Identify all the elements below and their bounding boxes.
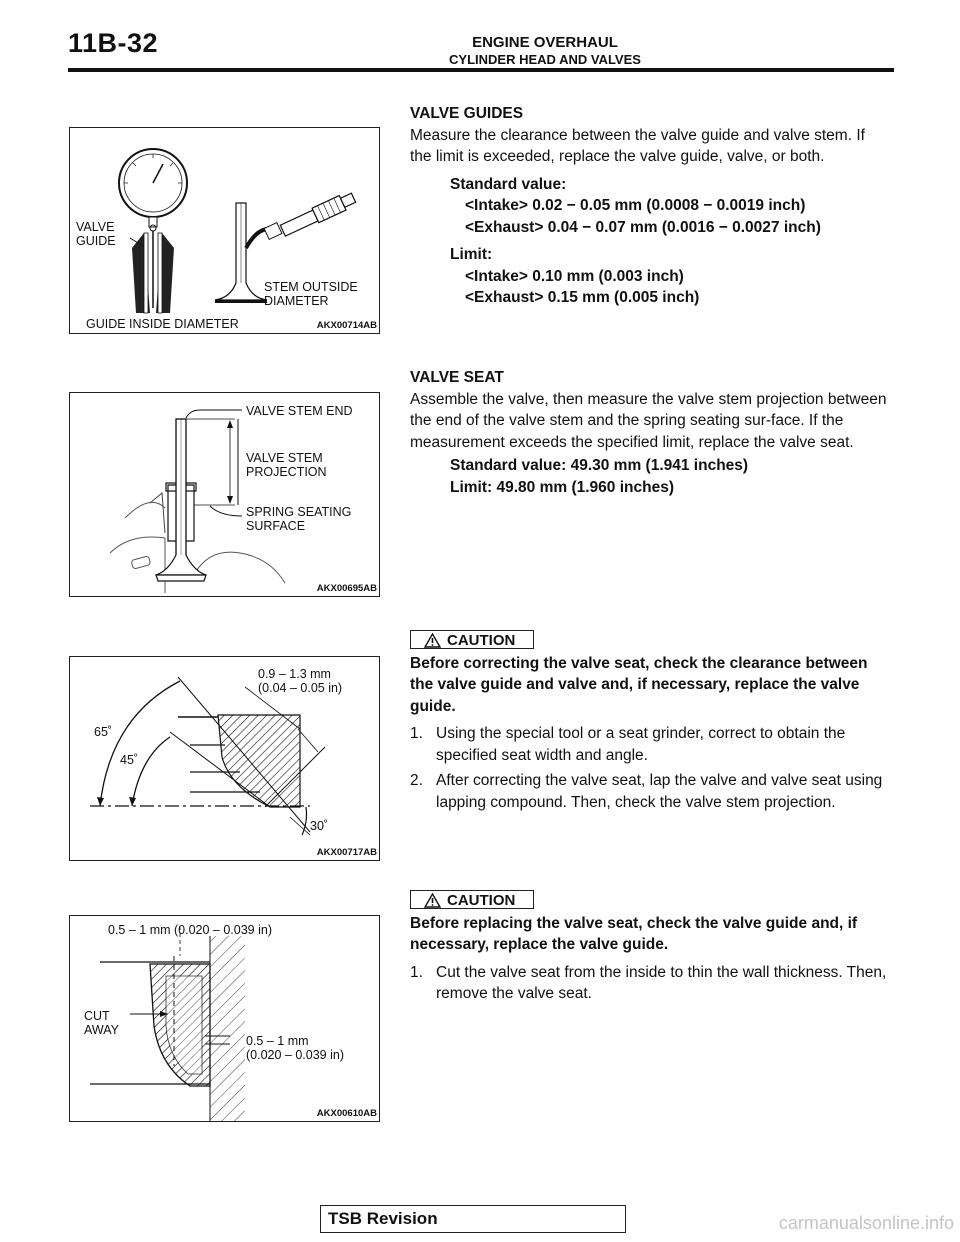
subsection-title: CYLINDER HEAD AND VALVES — [449, 52, 641, 67]
label-angle-65: 65˚ — [94, 725, 113, 739]
standard-exhaust: <Exhaust> 0.04 − 0.07 mm (0.0016 − 0.0027 inch) — [465, 218, 821, 236]
section-valve-guides — [410, 103, 890, 309]
section-title: ENGINE OVERHAUL — [472, 34, 618, 51]
figure-valve-seat-angles — [69, 656, 380, 861]
step-number: 1. — [410, 725, 423, 742]
figure-valve-stem-projection — [69, 392, 380, 597]
valve-guides-body: Measure the clearance between the valve guide and valve stem. If the limit is exceeded, replace the valve guide, valve, or both. — [410, 126, 865, 165]
caution-label: CAUTION — [447, 632, 516, 649]
label-valve-guide: VALVE GUIDE — [76, 220, 116, 248]
label-side-dimension: 0.5 – 1 mm (0.020 – 0.039 in) — [246, 1034, 344, 1062]
limit-exhaust: <Exhaust> 0.15 mm (0.005 inch) — [465, 289, 700, 306]
valve-seat-limit: Limit: 49.80 mm (1.960 inches) — [450, 478, 674, 496]
header-rule — [68, 68, 894, 72]
watermark: carmanualsonline.info — [778, 1213, 954, 1233]
figure-id: AKX00714AB — [316, 320, 377, 331]
valve-seat-standard: Standard value: 49.30 mm (1.941 inches) — [450, 457, 749, 474]
label-top-dimension: 0.5 – 1 mm (0.020 – 0.039 in) — [108, 923, 272, 937]
warning-icon — [424, 633, 441, 648]
label-cut-away: CUT AWAY — [84, 1009, 119, 1037]
figure-valve-guide — [69, 127, 380, 334]
standard-value-label: Standard value: — [450, 175, 567, 193]
caution-badge — [410, 630, 534, 649]
label-seat-width: 0.9 – 1.3 mm (0.04 – 0.05 in) — [258, 667, 343, 695]
label-spring-seating-surface: SPRING SEATING SURFACE — [246, 505, 352, 533]
label-angle-30: 30˚ — [310, 819, 329, 833]
step-text: Using the special tool or a seat grinder, correct to obtain the specified seat width and angle. — [436, 725, 846, 764]
step-item — [410, 723, 890, 766]
footer-label: TSB Revision — [328, 1209, 438, 1228]
valve-stem-illustration — [70, 393, 379, 596]
section-valve-seat — [410, 367, 890, 498]
standard-intake: <Intake> 0.02 − 0.05 mm (0.0008 − 0.0019 inch) — [465, 197, 806, 214]
step-text: After correcting the valve seat, lap the valve and valve seat using lapping compound. Then, check the valve stem projection. — [436, 772, 883, 811]
figure-id: AKX00717AB — [316, 847, 377, 858]
step-item — [410, 770, 890, 813]
caution-label: CAUTION — [447, 892, 516, 909]
limit-label: Limit: — [450, 246, 493, 263]
limit-intake: <Intake> 0.10 mm (0.003 inch) — [465, 267, 684, 285]
label-valve-stem-end: VALVE STEM END — [246, 404, 353, 418]
caution-text: Before replacing the valve seat, check the valve guide and, if necessary, replace the valve guide. — [410, 914, 858, 953]
figure-id: AKX00610AB — [316, 1108, 377, 1119]
step-number: 2. — [410, 772, 423, 789]
caution-text: Before correcting the valve seat, check the clearance between the valve guide and valve and, if necessary, replace the valve guide. — [410, 654, 868, 715]
label-valve-stem-projection: VALVE STEM PROJECTION — [246, 451, 327, 479]
step-text: Cut the valve seat from the inside to thin the wall thickness. Then, remove the valve seat. — [436, 963, 887, 1002]
heading-valve-seat: VALVE SEAT — [410, 369, 504, 386]
label-stem-outside-diameter: STEM OUTSIDE DIAMETER — [264, 280, 358, 308]
section-caution-correct-seat — [410, 630, 890, 813]
label-guide-inside-diameter: GUIDE INSIDE DIAMETER — [86, 317, 239, 331]
step-number: 1. — [410, 963, 423, 981]
caution-badge — [410, 890, 534, 909]
page-number: 11B-32 — [68, 28, 159, 58]
section-caution-replace-seat — [410, 890, 890, 1005]
valve-seat-body: Assemble the valve, then measure the valve stem projection between the end of the valve stem and the spring seating sur-face. If the measurement exceeds the specified limit, replace the valve seat. — [410, 390, 887, 451]
step-item — [410, 962, 890, 1005]
label-angle-45: 45˚ — [120, 753, 139, 767]
figure-valve-seat-cut-away — [69, 915, 380, 1122]
figure-id: AKX00695AB — [316, 583, 377, 594]
heading-valve-guides: VALVE GUIDES — [410, 105, 524, 122]
warning-icon — [424, 893, 441, 908]
